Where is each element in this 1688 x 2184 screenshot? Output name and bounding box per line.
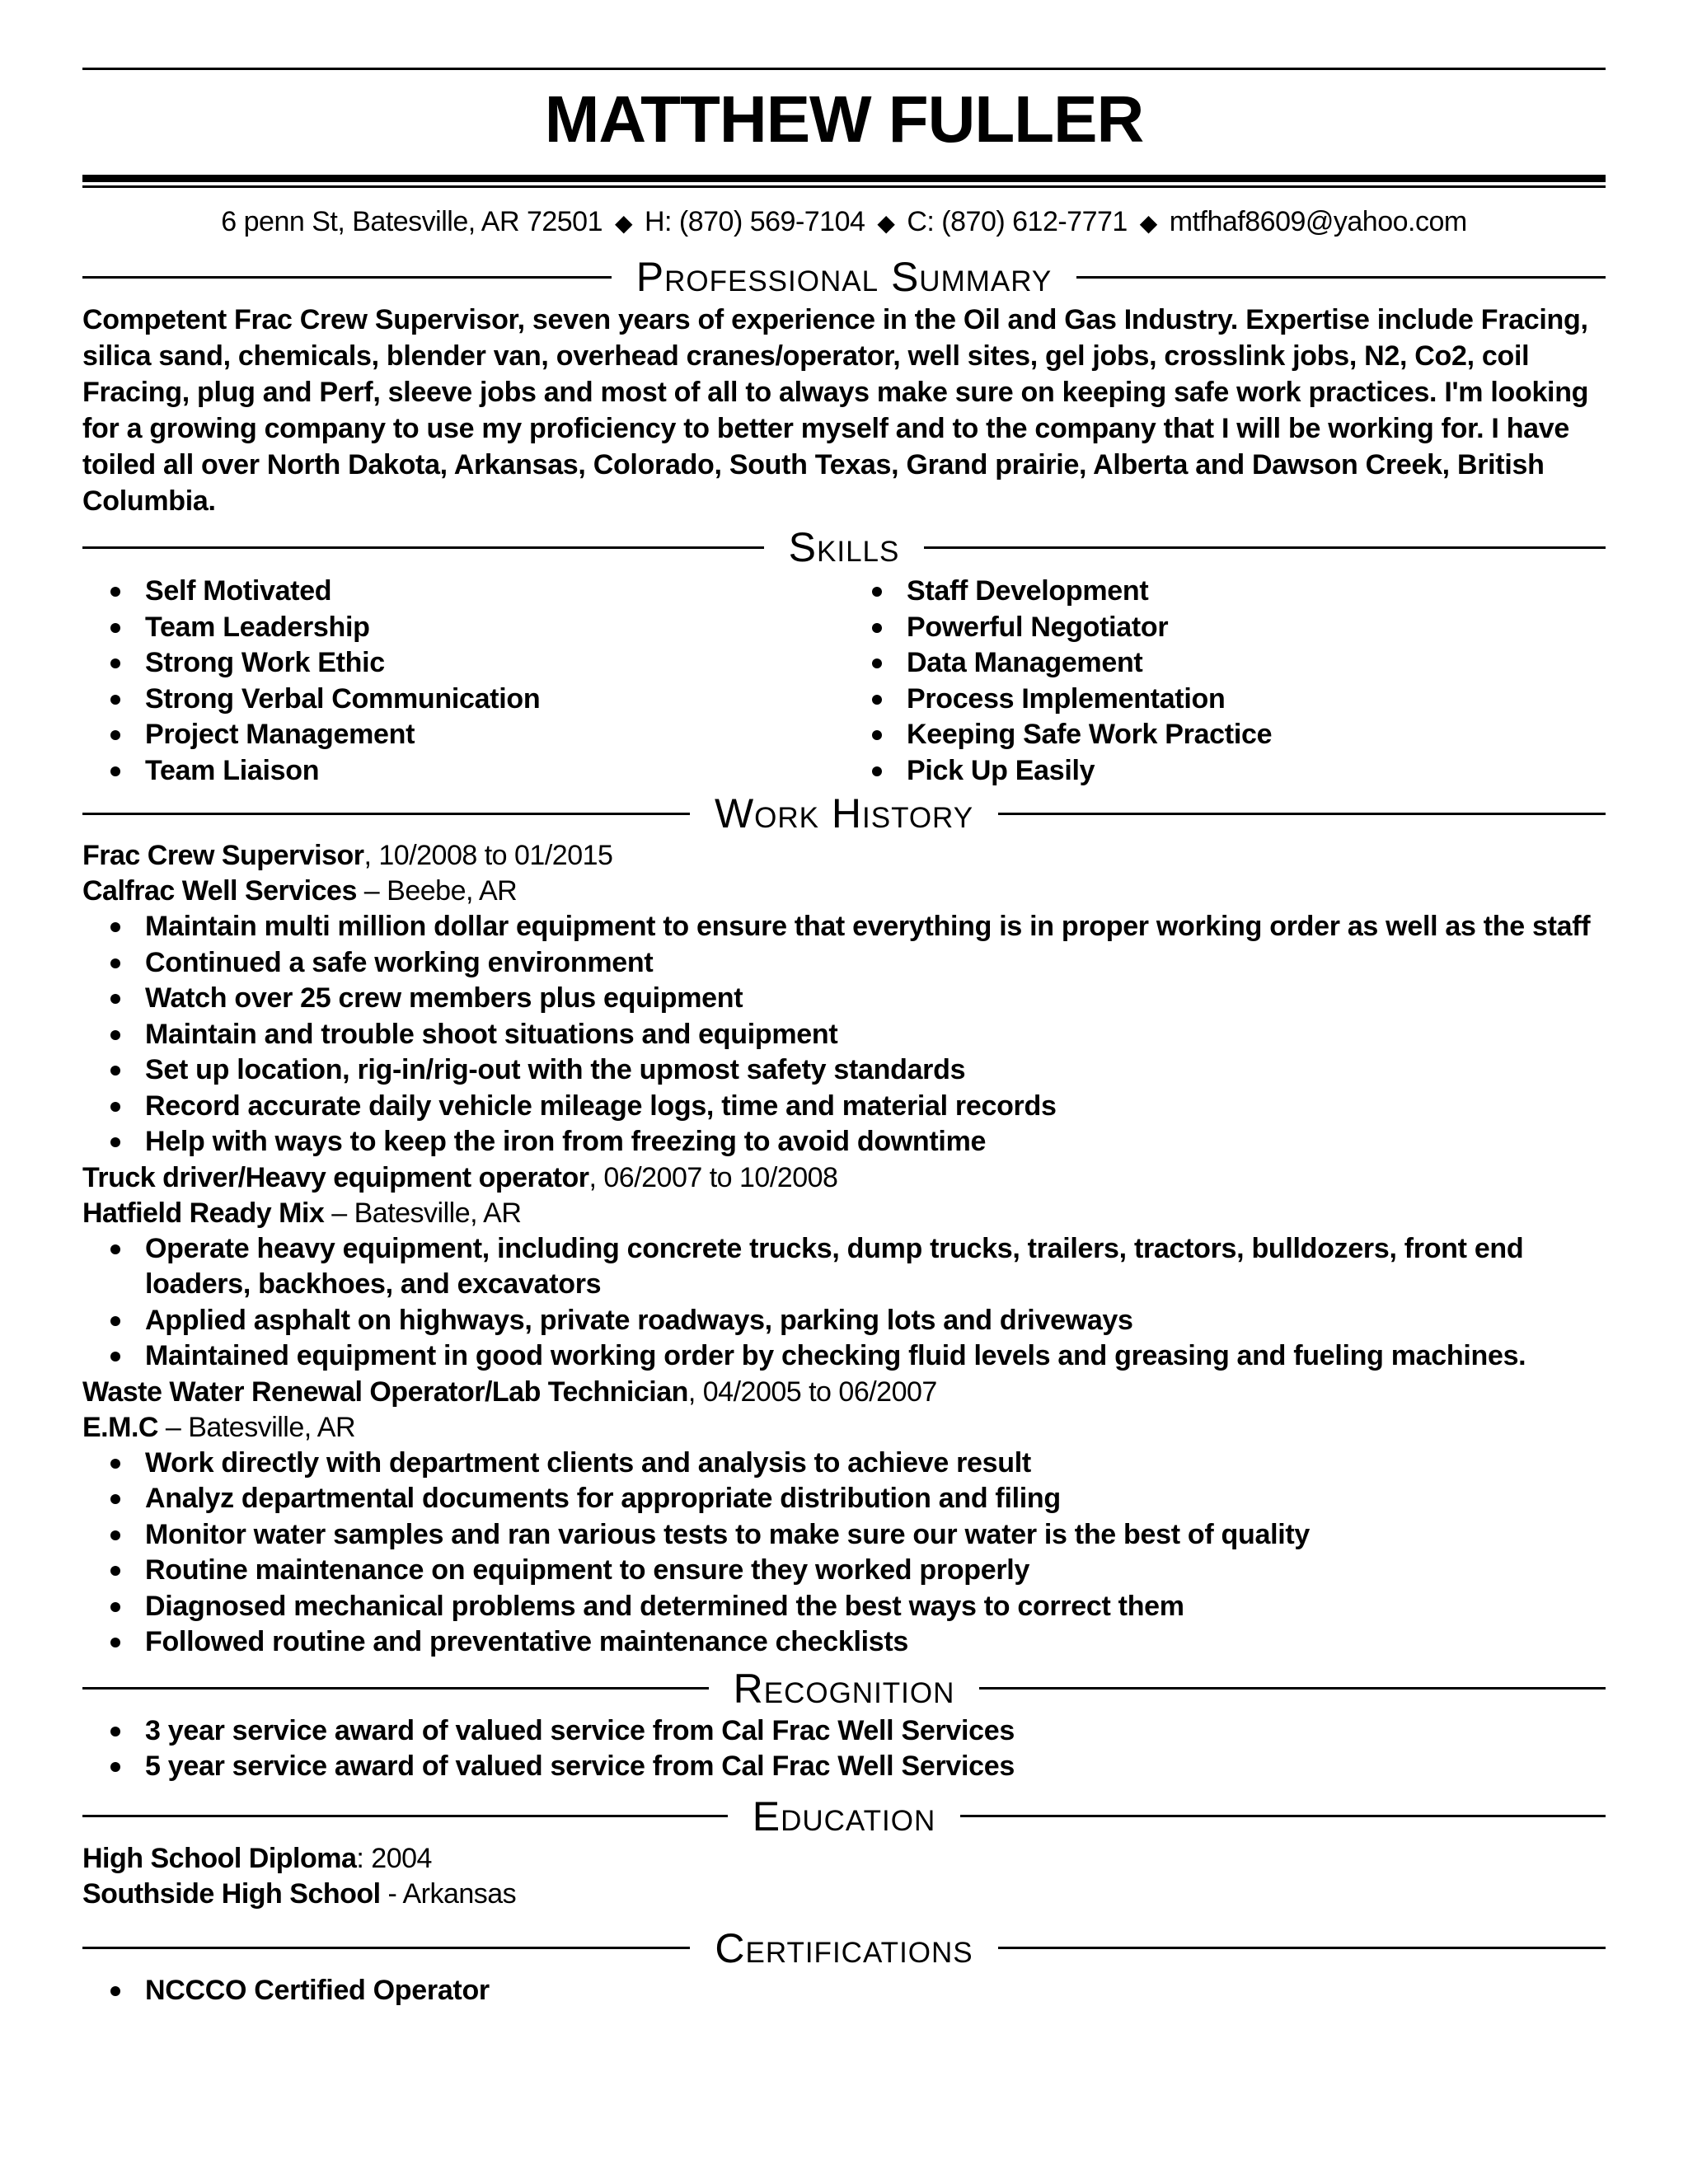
resume-page [82, 68, 1606, 2008]
home-phone: H: (870) 569-7104 [644, 206, 865, 237]
skill-item: Keeping Safe Work Practice [844, 717, 1606, 753]
job-duties [82, 909, 1606, 1160]
diamond-separator-icon: ◆ [1139, 210, 1157, 236]
duty-item: Applied asphalt on highways, private roadways, parking lots and driveways [82, 1303, 1606, 1339]
job-heading [82, 838, 1606, 874]
job-duties [82, 1446, 1606, 1661]
job-dates: , 06/2007 to 10/2008 [588, 1161, 838, 1193]
skill-item: Team Liaison [82, 753, 844, 790]
company-location: – Batesville, AR [324, 1197, 522, 1229]
duty-item: Followed routine and preventative maintenance checklists [82, 1624, 1606, 1661]
section-heading-work [82, 789, 1606, 838]
job-entry [82, 838, 1606, 1160]
heading-rule [979, 1687, 1606, 1690]
heading-rule [82, 276, 612, 279]
duty-item: Maintain and trouble shoot situations and equipment [82, 1017, 1606, 1053]
skill-item: Project Management [82, 717, 844, 753]
skill-item: Pick Up Easily [844, 753, 1606, 790]
name-rule-thin [82, 185, 1606, 188]
education-degree-line [82, 1841, 1606, 1877]
duty-item: Maintained equipment in good working order by checking fluid levels and greasing and fueling machines. [82, 1338, 1606, 1375]
section-heading-certifications [82, 1924, 1606, 1973]
skill-item: Strong Work Ethic [82, 645, 844, 682]
section-heading-recognition [82, 1664, 1606, 1713]
cell-phone: C: (870) 612-7771 [907, 206, 1128, 237]
heading-rule [1076, 276, 1606, 279]
section-heading-education [82, 1792, 1606, 1841]
school-state: - Arkansas [380, 1877, 517, 1910]
company-name: Calfrac Well Services [82, 875, 357, 907]
degree-year: : 2004 [356, 1842, 432, 1874]
company-location: – Beebe, AR [356, 875, 518, 907]
section-title: Certifications [715, 1924, 973, 1971]
duty-item: Record accurate daily vehicle mileage logs, time and material records [82, 1089, 1606, 1125]
heading-rule [998, 813, 1606, 815]
diamond-separator-icon: ◆ [877, 210, 895, 236]
job-heading [82, 1375, 1606, 1410]
job-title: Truck driver/Heavy equipment operator [82, 1161, 589, 1193]
duty-item: Routine maintenance on equipment to ensure they worked properly [82, 1553, 1606, 1589]
duty-item: Diagnosed mechanical problems and determined the best ways to correct them [82, 1589, 1606, 1625]
section-title: Work History [714, 790, 974, 837]
duty-item: Maintain multi million dollar equipment to ensure that everything is in proper working order as well as the staff [82, 909, 1606, 945]
section-title: Skills [788, 524, 900, 570]
job-duties [82, 1231, 1606, 1375]
recognition-item: 3 year service award of valued service from Cal Frac Well Services [82, 1713, 1606, 1750]
heading-rule [998, 1947, 1606, 1949]
company-line [82, 1410, 1606, 1446]
address: 6 penn St, Batesville, AR 72501 [221, 206, 603, 237]
skill-item: Data Management [844, 645, 1606, 682]
heading-rule [82, 1815, 728, 1817]
skill-item: Staff Development [844, 574, 1606, 610]
company-line [82, 874, 1606, 909]
section-heading-summary [82, 252, 1606, 302]
heading-rule [960, 1815, 1606, 1817]
job-dates: , 04/2005 to 06/2007 [687, 1376, 937, 1408]
duty-item: Set up location, rig-in/rig-out with the upmost safety standards [82, 1052, 1606, 1089]
diamond-separator-icon: ◆ [614, 210, 632, 236]
job-heading [82, 1160, 1606, 1196]
heading-rule [82, 813, 690, 815]
company-location: – Batesville, AR [157, 1411, 356, 1443]
job-title: Frac Crew Supervisor [82, 840, 364, 871]
education-school-line [82, 1877, 1606, 1912]
duty-item: Watch over 25 crew members plus equipment [82, 981, 1606, 1017]
recognition-list [82, 1713, 1606, 1785]
job-entry [82, 1375, 1606, 1661]
duty-item: Analyz departmental documents for appropriate distribution and filing [82, 1481, 1606, 1517]
section-heading-skills [82, 523, 1606, 572]
job-dates: , 10/2008 to 01/2015 [363, 840, 613, 871]
heading-rule [82, 1947, 690, 1949]
summary-text: Competent Frac Crew Supervisor, seven years of experience in the Oil and Gas Industry. Expertise include Fracing, silica sand, chemicals, blender van, overhead cranes/operator, well sites, gel jobs, crosslink jobs, N2, Co2, coil Fracing, plug and Perf, sleeve jobs and most of all to always make sure on keeping safe work practices. I'm looking for a growing company to use my proficiency to better myself and to the company that I will be working for. I have toiled all over North Dakota, Arkansas, Colorado, South Texas, Grand prairie, Alberta and Dawson Creek, British Columbia. [82, 304, 1589, 517]
section-title: Recognition [733, 1665, 955, 1712]
candidate-name: MATTHEW FULLER [544, 82, 1144, 156]
skill-item: Team Leadership [82, 610, 844, 646]
duty-item: Operate heavy equipment, including concrete trucks, dump trucks, trailers, tractors, bulldozers, front end loaders, backhoes, and excavators [82, 1231, 1606, 1303]
duty-item: Help with ways to keep the iron from freezing to avoid downtime [82, 1124, 1606, 1160]
section-title: Professional Summary [635, 254, 1053, 300]
section-title: Education [752, 1793, 936, 1840]
skill-item: Process Implementation [844, 682, 1606, 718]
job-entry [82, 1160, 1606, 1375]
skill-item: Powerful Negotiator [844, 610, 1606, 646]
skills-columns [82, 574, 1606, 789]
certifications-list [82, 1973, 1606, 2009]
recognition-item: 5 year service award of valued service from Cal Frac Well Services [82, 1749, 1606, 1785]
certification-item: NCCCO Certified Operator [82, 1973, 1606, 2009]
email: mtfhaf8609@yahoo.com [1169, 206, 1467, 237]
company-line [82, 1196, 1606, 1231]
duty-item: Work directly with department clients and analysis to achieve result [82, 1446, 1606, 1482]
school-name: Southside High School [82, 1877, 381, 1910]
duty-item: Continued a safe working environment [82, 945, 1606, 982]
name-rule-thick [82, 175, 1606, 182]
skills-right-list [844, 574, 1606, 789]
company-name: E.M.C [82, 1411, 158, 1443]
heading-rule [82, 546, 764, 549]
contact-line [82, 204, 1606, 241]
skills-left-list [82, 574, 844, 789]
heading-rule [82, 1687, 709, 1690]
top-rule [82, 68, 1606, 70]
company-name: Hatfield Ready Mix [82, 1197, 325, 1229]
job-title: Waste Water Renewal Operator/Lab Technician [82, 1376, 688, 1408]
degree: High School Diploma [82, 1842, 357, 1874]
skill-item: Strong Verbal Communication [82, 682, 844, 718]
skill-item: Self Motivated [82, 574, 844, 610]
duty-item: Monitor water samples and ran various tests to make sure our water is the best of quality [82, 1517, 1606, 1554]
heading-rule [924, 546, 1606, 549]
